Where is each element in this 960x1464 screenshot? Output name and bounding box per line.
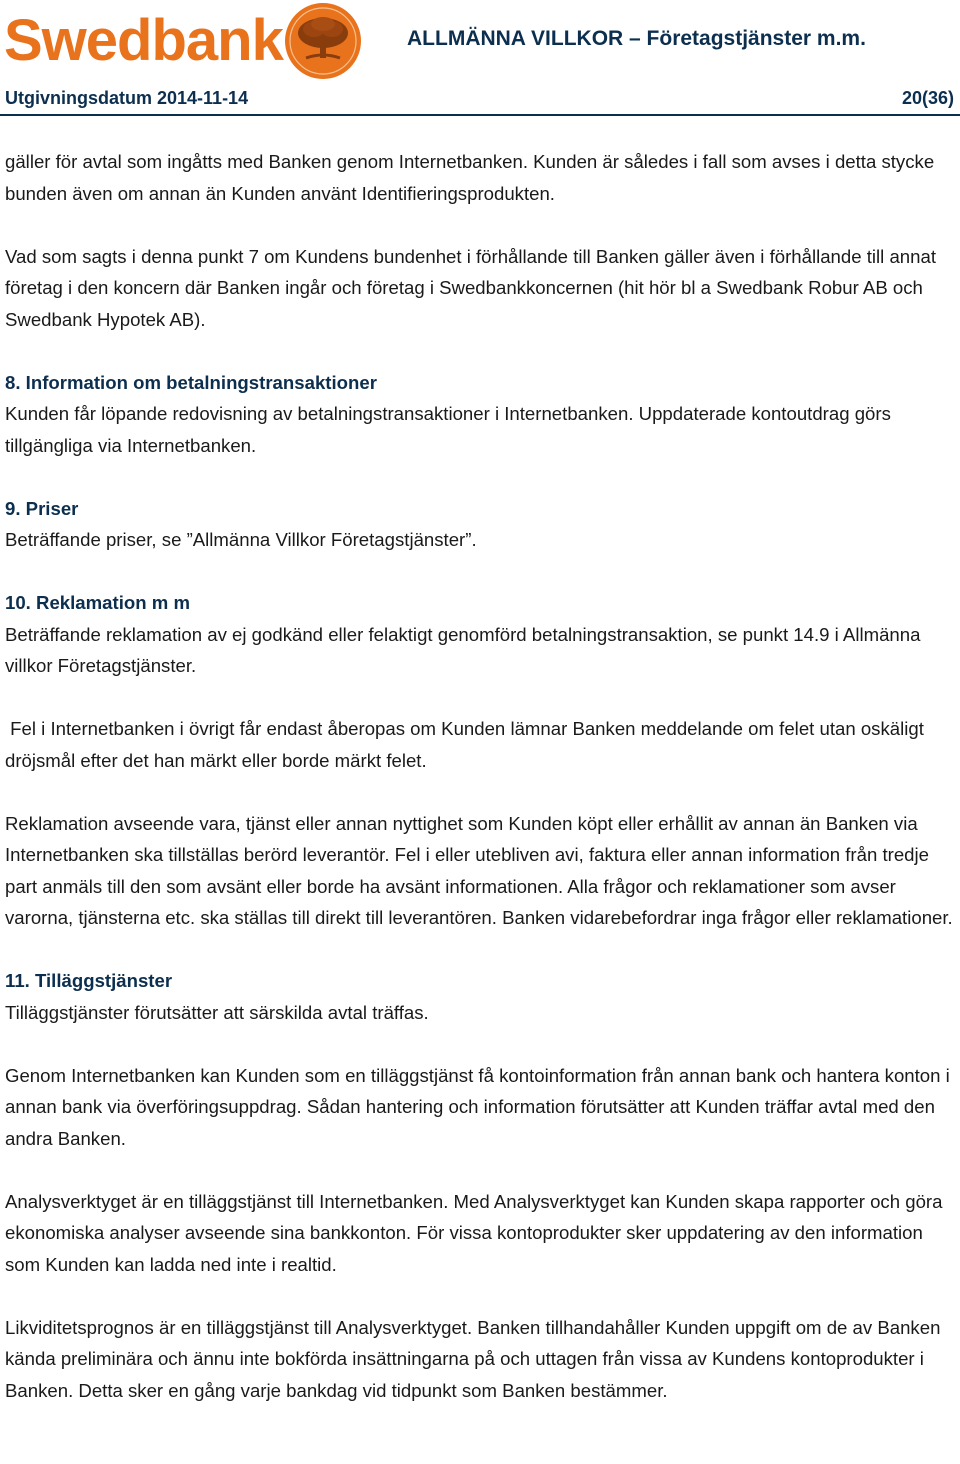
document-title: ALLMÄNNA VILLKOR – Företagstjänster m.m. xyxy=(407,27,866,50)
section-heading: 9. Priser xyxy=(5,497,79,519)
paragraph: gäller för avtal som ingåtts med Banken genom Internetbanken. Kunden är således i fall som avses i detta stycke bunden även om annan än Kunden använt Identifieringsprodukten. xyxy=(5,151,935,204)
swedbank-logo-text: Swedbank xyxy=(4,8,283,73)
paragraph: Kunden får löpande redovisning av betalningstransaktioner i Internetbanken. Uppdaterade kontoutdrag görs tillgängliga via Internetbanken. xyxy=(5,403,891,456)
paragraph: Reklamation avseende vara, tjänst eller annan nyttighet som Kunden köpt eller erhållit av annan än Banken via Internetbanken ska tillställas berörd leverantör. Fel i eller utebliven avi, faktura eller annan information från tredje part anmäls till den som avsänt eller borde ha avsänt informationen. Alla frågor och reklamationer som avser varorna, tjänsterna etc. ska ställas till direkt till leverantören. Banken vidarebefordrar inga frågor eller reklamationer. xyxy=(5,812,953,928)
oak-tree-logo-icon xyxy=(284,2,362,80)
page-number: 20(36) xyxy=(901,88,954,108)
header-meta-bar xyxy=(0,84,960,116)
page-header xyxy=(0,0,960,118)
section-8 xyxy=(5,367,955,462)
section-9 xyxy=(5,493,955,556)
paragraph: Beträffande priser, se ”Allmänna Villkor Företagstjänster”. xyxy=(5,529,477,550)
section-heading: 8. Information om betalningstransaktioner xyxy=(5,371,377,393)
paragraph: Beträffande reklamation av ej godkänd eller felaktigt genomförd betalningstransaktion, se punkt 14.9 i Allmänna villkor Företagstjänster. xyxy=(5,623,921,676)
issue-date: Utgivningsdatum 2014-11-14 xyxy=(5,88,249,108)
paragraph: Fel i Internetbanken i övrigt får endast åberopas om Kunden lämnar Banken meddelande om felet utan oskäligt dröjsmål efter det han märkt eller borde märkt felet. xyxy=(5,718,930,771)
section-10 xyxy=(5,587,955,934)
paragraph: Analysverktyget är en tilläggstjänst till Internetbanken. Med Analysverktyget kan Kunden skapa rapporter och göra ekonomiska analyser avseende sina bankkonton. För vissa kontoprodukter sker uppdatering av den information som Kunden kan ladda ned inte i realtid. xyxy=(5,1190,943,1275)
document-body xyxy=(5,146,955,1438)
section-11 xyxy=(5,965,955,1406)
paragraph: Tilläggstjänster förutsätter att särskilda avtal träffas. xyxy=(5,1001,429,1023)
section-heading: 10. Reklamation m m xyxy=(5,592,190,613)
paragraph: Genom Internetbanken kan Kunden som en tilläggstjänst få kontoinformation från annan bank och hantera konton i annan bank via överföringsuppdrag. Sådan hantering och information förutsätter att Kunden träffar avtal med den andra Banken. xyxy=(5,1064,950,1149)
section-heading: 11. Tilläggstjänster xyxy=(5,970,173,991)
paragraph: Likviditetsprognos är en tilläggstjänst till Analysverktyget. Banken tillhandahåller Kunden uppgift om de av Banken kända preliminära och ännu inte bokförda insättningarna på och uttagen från vissa av Kundens kontoprodukter i Banken. Detta sker en gång varje bankdag vid tidpunkt som Banken bestämmer. xyxy=(5,1316,941,1401)
paragraph: Vad som sagts i denna punkt 7 om Kundens bundenhet i förhållande till Banken gäller även i förhållande till annat företag i den koncern där Banken ingår och företag i Swedbankkoncernen (hit hör bl a Swedbank Robur AB och Swedbank Hypotek AB). xyxy=(5,245,936,330)
